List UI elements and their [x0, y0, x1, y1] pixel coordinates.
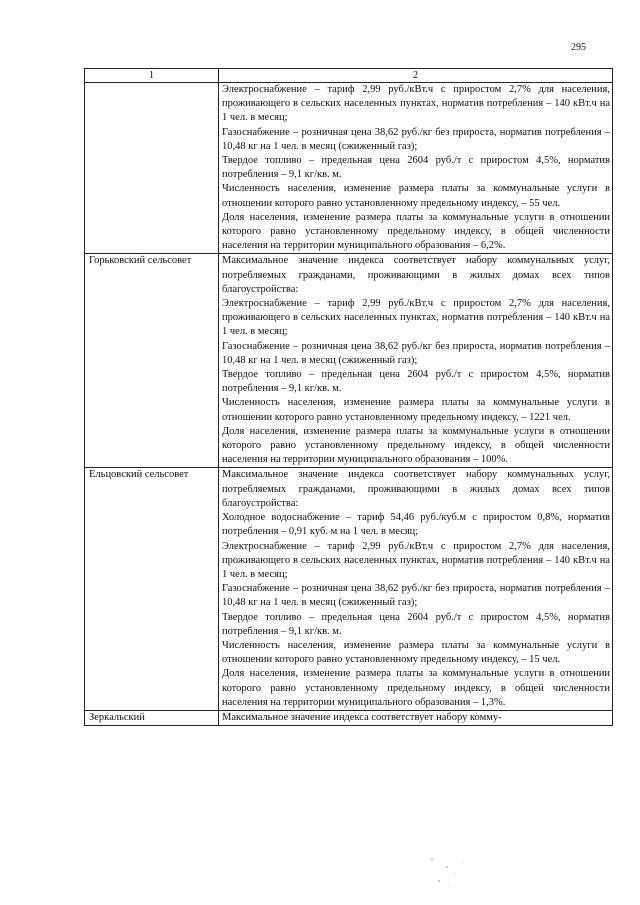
tariff-table: [84, 68, 613, 726]
paragraph: Численность населения, изменение размера платы за коммунальные услуги в отношении которого равно установленному предельному индексу, – 15 чел.: [222, 639, 610, 666]
page-number: 295: [571, 42, 586, 53]
paragraph: Газоснабжение – розничная цена 38,62 руб./кг без прироста, норматив потребления – 10,48 кг на 1 чел. в месяц (сжиженный газ);: [222, 583, 610, 609]
scan-speck: [449, 886, 450, 887]
scan-speck: [446, 866, 448, 868]
scan-speck: [431, 858, 433, 860]
scan-speck: [438, 880, 440, 882]
scan-speck: [455, 873, 456, 874]
municipality-name: Зеркальский: [85, 710, 219, 725]
scan-speck: [462, 861, 463, 862]
paragraph: Газоснабжение – розничная цена 38,62 руб./кг без прироста, норматив потребления – 10,48 кг на 1 чел. в месяц (сжиженный газ);: [222, 126, 610, 152]
paragraph: Электроснабжение – тариф 2,99 руб./кВт.ч с приростом 2,7% для населения, проживающего в сельских населенных пунктах, норматив потребления – 140 кВт.ч на 1 чел. в месяц;: [222, 540, 610, 580]
municipality-name: Горьковский сельсовет: [85, 254, 219, 468]
header-col-1: 1: [85, 69, 219, 83]
paragraph: Твердое топливо – предельная цена 2604 руб./т с приростом 4,5%, норматив потребления – 9,1 кг/кв. м.: [222, 369, 610, 395]
paragraph: Твердое топливо – предельная цена 2604 руб./т с приростом 4,5%, норматив потребления – 9,1 кг/кв. м.: [222, 611, 610, 637]
index-description: [219, 83, 613, 254]
paragraph: Электроснабжение – тариф 2,99 руб./кВт.ч с приростом 2,7% для населения, проживающего в сельских населенных пунктах, норматив потребления – 140 кВт.ч на 1 чел. в месяц;: [222, 84, 610, 124]
paragraph: Газоснабжение – розничная цена 38,62 руб./кг без прироста, норматив потребления – 10,48 кг на 1 чел. в месяц (сжиженный газ);: [222, 340, 610, 366]
paragraph: Доля населения, изменение размера платы за коммунальные услуги в отношении которого равно установленному предельному индексу, в общей численности населения на территории муниципального образования – 1,3%.: [222, 668, 610, 708]
header-col-2: 2: [219, 69, 613, 83]
paragraph: Доля населения, изменение размера платы за коммунальные услуги в отношении которого равно установленному предельному индексу, в общей численности населения на территории муниципального образования – 6,2%.: [222, 211, 610, 252]
table-header-row: [85, 69, 613, 83]
table-row: [85, 254, 613, 468]
table-row: [85, 468, 613, 710]
paragraph: Твердое топливо – предельная цена 2604 руб./т с приростом 4,5%, норматив потребления – 9,1 кг/кв. м.: [222, 155, 610, 181]
municipality-name: Ельцовский сельсовет: [85, 468, 219, 710]
paragraph: Численность населения, изменение размера платы за коммунальные услуги в отношении которого равно установленному предельному индексу, – 55 чел.: [222, 183, 610, 209]
paragraph: Электроснабжение – тариф 2,99 руб./кВт.ч с приростом 2,7% для населения, проживающего в сельских населенных пунктах, норматив потребления – 140 кВт.ч на 1 чел. в месяц;: [222, 298, 610, 338]
paragraph: Максимальное значение индекса соответствует набору коммунальных услуг, потребляемых гражданами, проживающими в жилых домах всех типов благоустройства:: [222, 255, 610, 295]
index-description: [219, 710, 613, 725]
paragraph: Доля населения, изменение размера платы за коммунальные услуги в отношении которого равно установленному предельному индексу, в общей численности населения на территории муниципального образования – 100%.: [222, 425, 610, 466]
paragraph: Максимальное значение индекса соответствует набору коммунальных услуг, потребляемых гражданами, проживающими в жилых домах всех типов благоустройства:: [222, 469, 610, 509]
table-row: [85, 710, 613, 725]
table-row: [85, 83, 613, 254]
municipality-name: [85, 83, 219, 254]
paragraph: Численность населения, изменение размера платы за коммунальные услуги в отношении которого равно установленному предельному индексу, – 1221 чел.: [222, 397, 610, 423]
paragraph: Холодное водоснабжение – тариф 54,46 руб./куб.м с приростом 0,8%, норматив потребления – 0,91 куб. м на 1 чел. в месяц;: [222, 512, 610, 538]
index-description: [219, 254, 613, 468]
paragraph: Максимальное значение индекса соответствует набору комму-: [222, 711, 502, 723]
index-description: [219, 468, 613, 710]
